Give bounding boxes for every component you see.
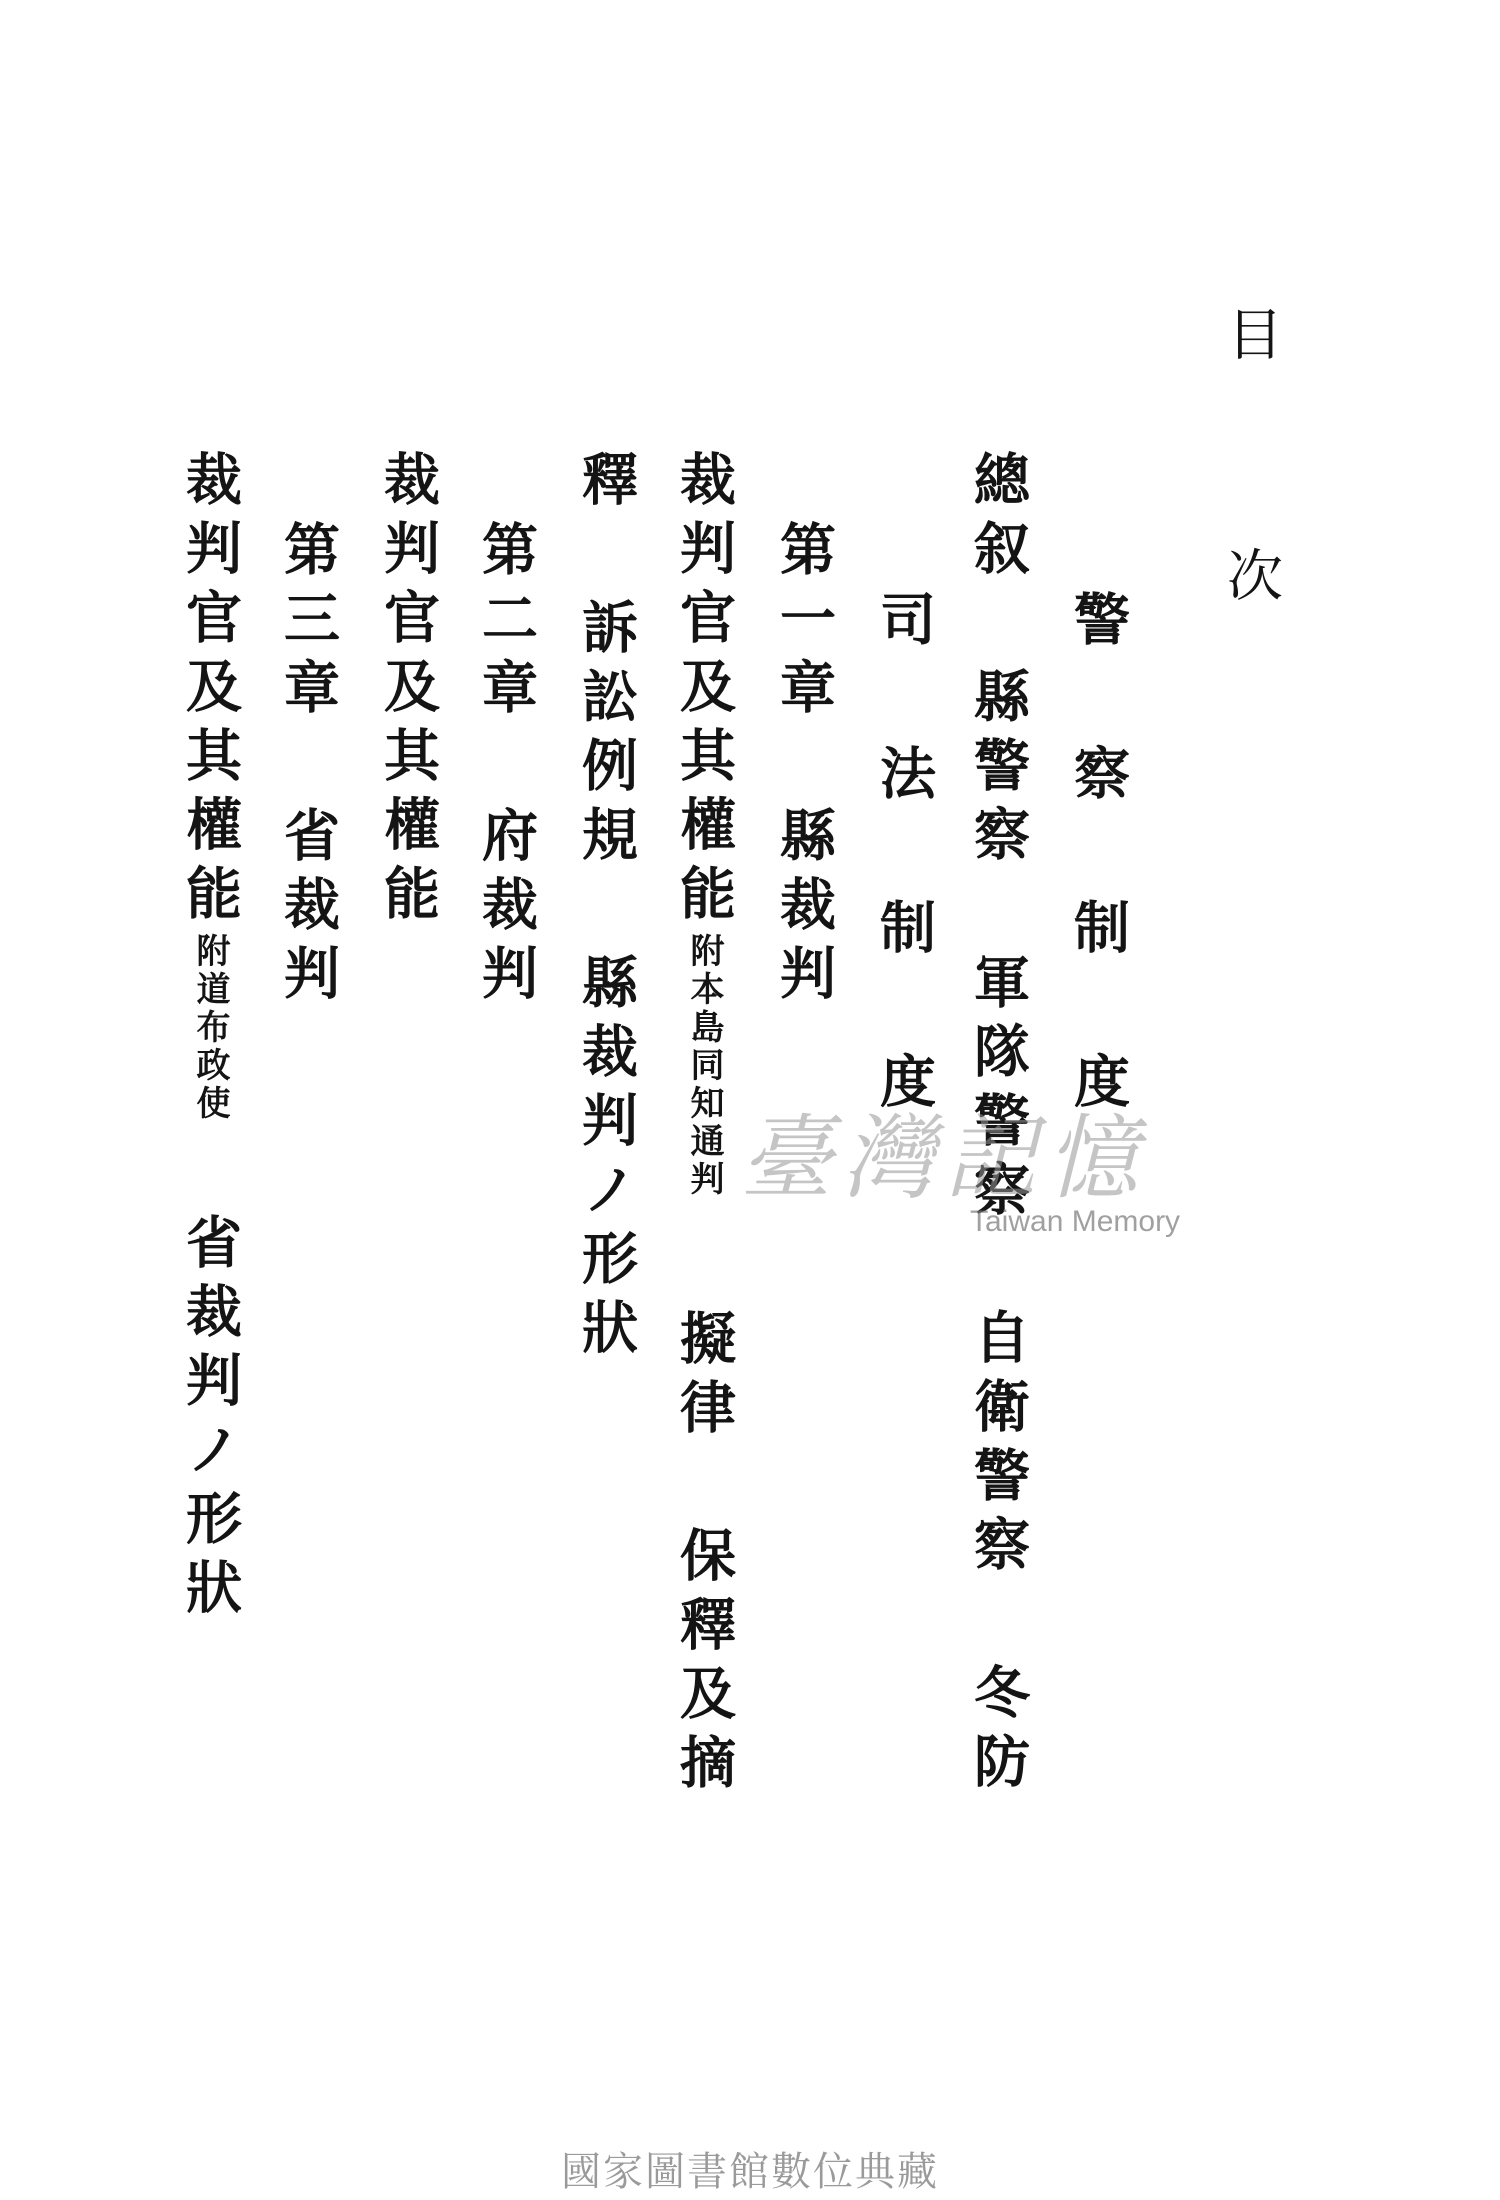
watermark (740, 1085, 1220, 1245)
entry-tail: 擬律 保釋及摘 (671, 1309, 737, 1802)
footer-archive-label: 國家圖書館數位典藏 (561, 2149, 939, 2195)
watermark-cjk: 臺灣記憶 (740, 1105, 1149, 1212)
toc-entry-chapter2-judges: 裁判官及其權能 (375, 450, 441, 933)
toc-entry-chapter3-judges (177, 450, 243, 1627)
toc-entry-chapter1-judges (671, 450, 737, 1802)
toc-entry-police-general: 總叙 縣警察 軍隊警察 自衛警察 冬防 (965, 450, 1031, 1801)
toc-section-judicial: 司 法 制 度 (871, 590, 937, 1124)
watermark-english: Taiwan Memory (970, 1205, 1181, 1238)
entry-tail: 省裁判ノ形狀 (177, 1213, 243, 1627)
entry-main: 裁判官及其權能 (671, 450, 737, 933)
toc-chapter-1: 第一章 縣裁判 (771, 520, 837, 1013)
toc-section-police: 警 察 制 度 (1065, 590, 1131, 1124)
entry-note: 附道布政使 (190, 933, 230, 1123)
toc-chapter-2: 第二章 府裁判 (473, 520, 539, 1013)
toc-chapter-3: 第三章 省裁判 (275, 520, 341, 1013)
toc-title: 目 次 (1218, 305, 1283, 662)
toc-entry-chapter1-explain: 釋 訴訟例規 縣裁判ノ形狀 (573, 450, 639, 1367)
entry-main: 裁判官及其權能 (177, 450, 243, 933)
entry-note: 附本島同知通判 (684, 933, 724, 1199)
